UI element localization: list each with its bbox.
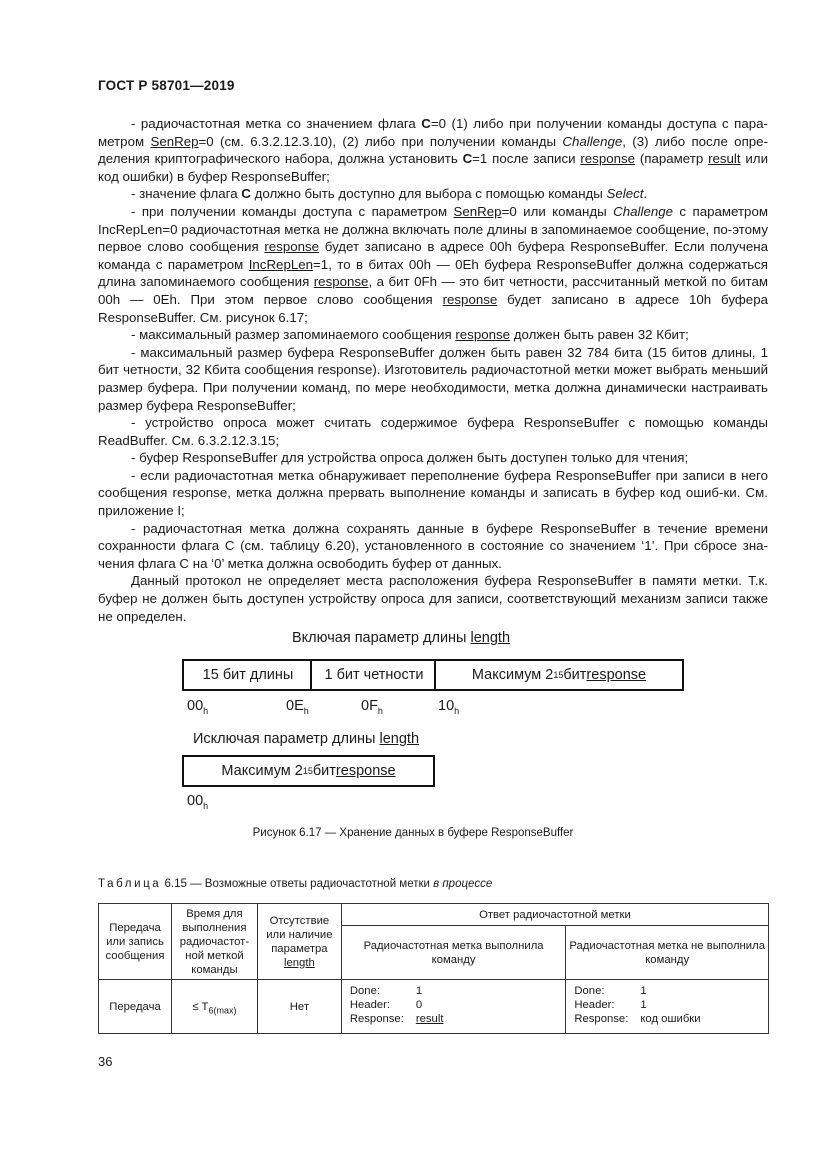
responses-table [98, 903, 769, 1034]
response-only-cell: Максимум 2 15 бит response [221, 763, 396, 779]
address-0eh: $0E_h$ [286, 698, 309, 716]
header-execution-time: Время для выполнения радиочастот-ной меткой команды [171, 904, 257, 980]
page-number: 36 [98, 1054, 113, 1069]
cell-operation: Передача [99, 980, 172, 1034]
cell-time: ≤ $T_{6(max)}$ [171, 980, 257, 1034]
paragraph-flag-c: - радиочастотная метка со значением флага C=0 (1) либо при получении команды доступа с пара-метром SenRep=0 (см. 6.3.2.12.3.10), (2) либо при получении команды Challenge, (3) либо после опре-деления криптографического набора, должна установить C=1 после записи response (параметр result или код ошибки) в буфер ResponseBuffer; [98, 116, 768, 184]
header-transmission: Передача или запись сообщения [99, 904, 172, 980]
paragraph-readbuffer: - устройство опроса может считать содержимое буфера ResponseBuffer с помощью команды ReadBuffer. См. 6.3.2.12.3.15; [98, 415, 768, 448]
buffer-diagram-with-length [182, 659, 684, 691]
paragraph-readonly: - буфер ResponseBuffer для устройства опроса должен быть доступен только для чтения; [131, 450, 689, 466]
address-00h: $00_h$ [187, 698, 209, 716]
body-text [98, 115, 768, 625]
paragraph-retention: - радиочастотная метка должна сохранять данные в буфере ResponseBuffer в течение времени сохранности флага C (см. таблицу 6.20), установленного в состояние со значением ‘1’. При сбросе зна-чения флага C на ‘0’ метка должна освободить буфер от данных. [98, 520, 768, 571]
header-not-executed: Радиочастотная метка не выполнила команду [566, 926, 769, 980]
cell-not-executed-response: Done: 1 Header: 1 Response: код ошибки [566, 980, 769, 1034]
cell-length: Нет [257, 980, 341, 1034]
document-header: ГОСТ Р 58701—2019 [98, 78, 235, 93]
paragraph-location: Данный протокол не определяет места расположения буфера ResponseBuffer в памяти метки. Т.к. буфер не должен быть доступен устройству опроса для записи, соответствующий механизм записи также не определен. [98, 573, 768, 624]
paragraph-flag-select: - значение флага C должно быть доступно для выбора с помощью команды Select. [131, 186, 648, 202]
header-executed: Радиочастотная метка выполнила команду [341, 926, 566, 980]
length-field-cell: 15 бит длины [202, 667, 294, 683]
parity-field-cell: 1 бит четности [310, 661, 436, 689]
figure-label-without-length: Исключая параметр длины length [193, 731, 420, 747]
header-length-param: Отсутствие или наличие параметра length [257, 904, 341, 980]
figure-caption: Рисунок 6.17 — Хранение данных в буфере ResponseBuffer [252, 827, 574, 839]
response-field-cell: Максимум 2 15 бит response [434, 661, 682, 689]
header-tag-response: Ответ радиочастотной метки [341, 904, 768, 926]
address-00h-second: $00_h$ [187, 793, 209, 811]
paragraph-max-message: - максимальный размер запоминаемого сообщения response должен быть равен 32 Кбит; [131, 327, 689, 343]
figure-label-with-length: Включая параметр длины length [292, 630, 511, 646]
cell-executed-response: Done: 1 Header: 0 Response: result [341, 980, 566, 1034]
paragraph-max-buffer: - максимальный размер буфера ResponseBuffer должен быть равен 32 784 бита (15 битов длины, 1 бит четности, 32 Кбита сообщения response). Изготовитель радиочастотной метки может выбрать меньший размер буфера. При получении команд, по мере необходимости, метка должна динамически настраивать размер буфера ResponseBuffer; [98, 344, 768, 413]
address-0fh: $0F_h$ [361, 698, 383, 716]
table-caption: Таблица 6.15 — Возможные ответы радиочастотной метки в процессе [98, 878, 493, 890]
address-10h: $10_h$ [438, 698, 460, 716]
buffer-diagram-without-length [182, 755, 435, 787]
paragraph-increplen: - при получении команды доступа с параметром SenRep=0 или команды Challenge с параметром IncRepLen=0 радиочастотная метка не должна включать поле длины в запоминаемое сообщение, по-этому первое слово сообщения response будет записано в адресе 00h буфера ResponseBuffer. Если получена команда с параметром IncRepLen=1, то в битах 00h — 0Eh буфера ResponseBuffer должна содержаться длина запоминаемого сообщения response, а бит 0Fh — это бит четности, рассчитанный меткой по битам 00h — 0Eh. При этом первое слово сообщения response будет записано в адресе 10h буфера ResponseBuffer. См. рисунок 6.17; [98, 203, 769, 325]
paragraph-overflow: - если радиочастотная метка обнаруживает переполнение буфера ResponseBuffer при записи в него сообщения response, метка должна прервать выполнение команды и записать в буфер код ошиб-ки. См. приложение I; [98, 467, 768, 519]
